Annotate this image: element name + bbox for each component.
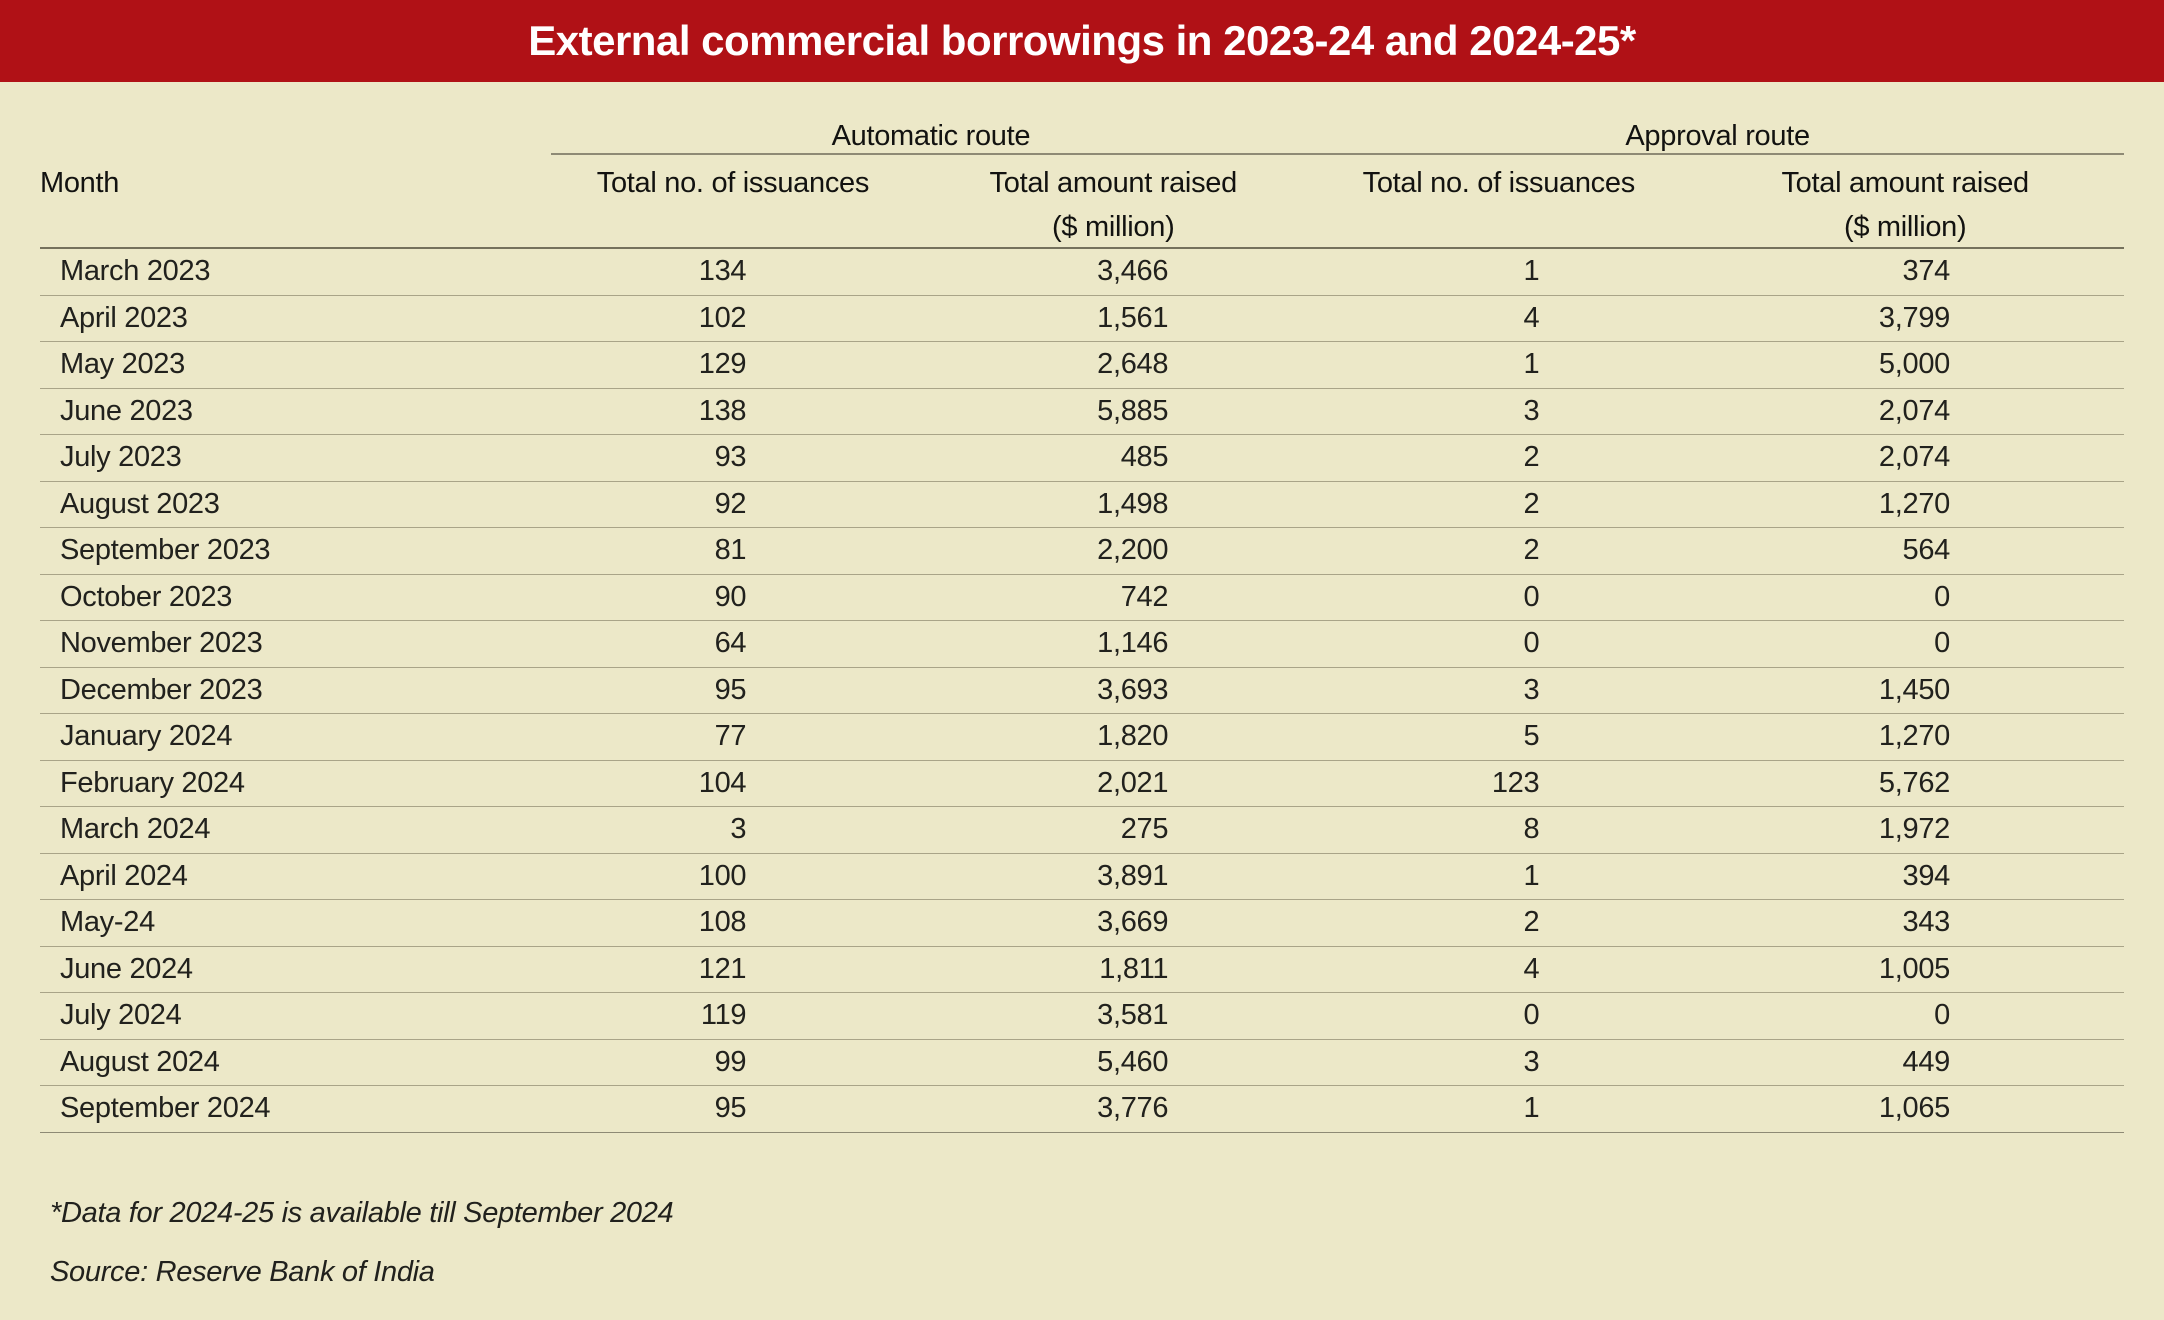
value-cell: 374 [1686,248,2124,295]
value-cell: 4 [1311,295,1686,342]
value-cell: 343 [1686,900,2124,947]
table-row [40,667,2124,714]
value-cell: 1 [1311,248,1686,295]
value-cell: 1,811 [915,946,1311,993]
value-cell: 1,972 [1686,807,2124,854]
value-cell: 5,762 [1686,760,2124,807]
value-cell: 119 [551,993,916,1040]
table-header [40,120,2124,248]
value-cell: 1 [1311,853,1686,900]
table-row [40,621,2124,668]
footnote-source: Source: Reserve Bank of India [50,1255,435,1288]
table-row [40,528,2124,575]
month-cell: September 2024 [40,1086,551,1133]
value-cell: 5,460 [915,1039,1311,1086]
month-cell: November 2023 [40,621,551,668]
column-header-approval-amount [1686,154,2124,248]
value-cell: 4 [1311,946,1686,993]
month-cell: August 2024 [40,1039,551,1086]
table-row [40,900,2124,947]
column-header-row [40,154,2124,248]
table-body [40,248,2124,1132]
table-row [40,574,2124,621]
value-cell: 3,693 [915,667,1311,714]
value-cell: 1,065 [1686,1086,2124,1133]
table-row [40,1086,2124,1133]
group-header-spacer [40,120,551,154]
month-cell: July 2023 [40,435,551,482]
value-cell: 275 [915,807,1311,854]
table-row [40,248,2124,295]
table-row [40,342,2124,389]
month-cell: April 2023 [40,295,551,342]
table-row [40,1039,2124,1086]
table-row [40,714,2124,761]
month-cell: April 2024 [40,853,551,900]
value-cell: 64 [551,621,916,668]
value-cell: 3 [1311,1039,1686,1086]
value-cell: 0 [1686,993,2124,1040]
value-cell: 0 [1311,621,1686,668]
value-cell: 2,074 [1686,388,2124,435]
table-row [40,993,2124,1040]
value-cell: 121 [551,946,916,993]
month-cell: May-24 [40,900,551,947]
month-cell: January 2024 [40,714,551,761]
group-header-row [40,120,2124,154]
value-cell: 3,669 [915,900,1311,947]
value-cell: 3 [551,807,916,854]
value-cell: 3,891 [915,853,1311,900]
month-cell: December 2023 [40,667,551,714]
column-header-label: Total amount raised [1781,167,2029,199]
value-cell: 93 [551,435,916,482]
month-cell: March 2023 [40,248,551,295]
value-cell: 3,581 [915,993,1311,1040]
value-cell: 77 [551,714,916,761]
group-header-automatic-route: Automatic route [551,120,1312,154]
table-row [40,295,2124,342]
value-cell: 0 [1311,993,1686,1040]
value-cell: 100 [551,853,916,900]
table-row [40,435,2124,482]
value-cell: 3,799 [1686,295,2124,342]
group-header-approval-route: Approval route [1311,120,2124,154]
value-cell: 0 [1686,574,2124,621]
column-header-auto-issuances [551,154,916,248]
month-cell: August 2023 [40,481,551,528]
table-row [40,481,2124,528]
value-cell: 5,000 [1686,342,2124,389]
value-cell: 2,021 [915,760,1311,807]
value-cell: 5 [1311,714,1686,761]
month-cell: October 2023 [40,574,551,621]
month-cell: March 2024 [40,807,551,854]
column-header-month: Month [40,154,551,248]
column-header-label: Total amount raised [989,167,1237,199]
value-cell: 102 [551,295,916,342]
value-cell: 1 [1311,342,1686,389]
column-header-label: Total no. of issuances [1362,167,1635,199]
value-cell: 95 [551,667,916,714]
footnotes [50,1197,2164,1289]
column-header-approval-issuances [1311,154,1686,248]
ecb-table [40,120,2124,1133]
value-cell: 1,270 [1686,714,2124,761]
column-header-unit: ($ million) [1843,211,1967,243]
title-banner [0,0,2164,82]
value-cell: 742 [915,574,1311,621]
table-row [40,807,2124,854]
value-cell: 0 [1311,574,1686,621]
value-cell: 3 [1311,388,1686,435]
month-cell: September 2023 [40,528,551,575]
value-cell: 2 [1311,900,1686,947]
value-cell: 2 [1311,528,1686,575]
value-cell: 1,498 [915,481,1311,528]
table-row [40,388,2124,435]
value-cell: 129 [551,342,916,389]
column-header-unit: ($ million) [1052,211,1175,243]
value-cell: 1,561 [915,295,1311,342]
value-cell: 394 [1686,853,2124,900]
value-cell: 95 [551,1086,916,1133]
value-cell: 1,146 [915,621,1311,668]
value-cell: 2,200 [915,528,1311,575]
value-cell: 1,005 [1686,946,2124,993]
value-cell: 449 [1686,1039,2124,1086]
value-cell: 3,466 [915,248,1311,295]
value-cell: 3 [1311,667,1686,714]
value-cell: 2 [1311,481,1686,528]
value-cell: 138 [551,388,916,435]
value-cell: 1 [1311,1086,1686,1133]
value-cell: 0 [1686,621,2124,668]
value-cell: 104 [551,760,916,807]
footnote-data-availability: *Data for 2024-25 is available till September 2024 [50,1196,674,1229]
column-header-label: Total no. of issuances [596,167,870,199]
value-cell: 92 [551,481,916,528]
value-cell: 3,776 [915,1086,1311,1133]
value-cell: 90 [551,574,916,621]
value-cell: 108 [551,900,916,947]
value-cell: 2,648 [915,342,1311,389]
value-cell: 2 [1311,435,1686,482]
value-cell: 485 [915,435,1311,482]
table-row [40,946,2124,993]
value-cell: 1,820 [915,714,1311,761]
month-cell: July 2024 [40,993,551,1040]
value-cell: 81 [551,528,916,575]
value-cell: 2,074 [1686,435,2124,482]
column-header-auto-amount [915,154,1311,248]
table-row [40,853,2124,900]
value-cell: 8 [1311,807,1686,854]
value-cell: 134 [551,248,916,295]
table-row [40,760,2124,807]
value-cell: 1,450 [1686,667,2124,714]
value-cell: 564 [1686,528,2124,575]
month-cell: February 2024 [40,760,551,807]
page-title: External commercial borrowings in 2023-24 and 2024-25* [528,17,1636,64]
value-cell: 123 [1311,760,1686,807]
month-cell: June 2024 [40,946,551,993]
month-cell: May 2023 [40,342,551,389]
value-cell: 99 [551,1039,916,1086]
month-cell: June 2023 [40,388,551,435]
value-cell: 5,885 [915,388,1311,435]
value-cell: 1,270 [1686,481,2124,528]
